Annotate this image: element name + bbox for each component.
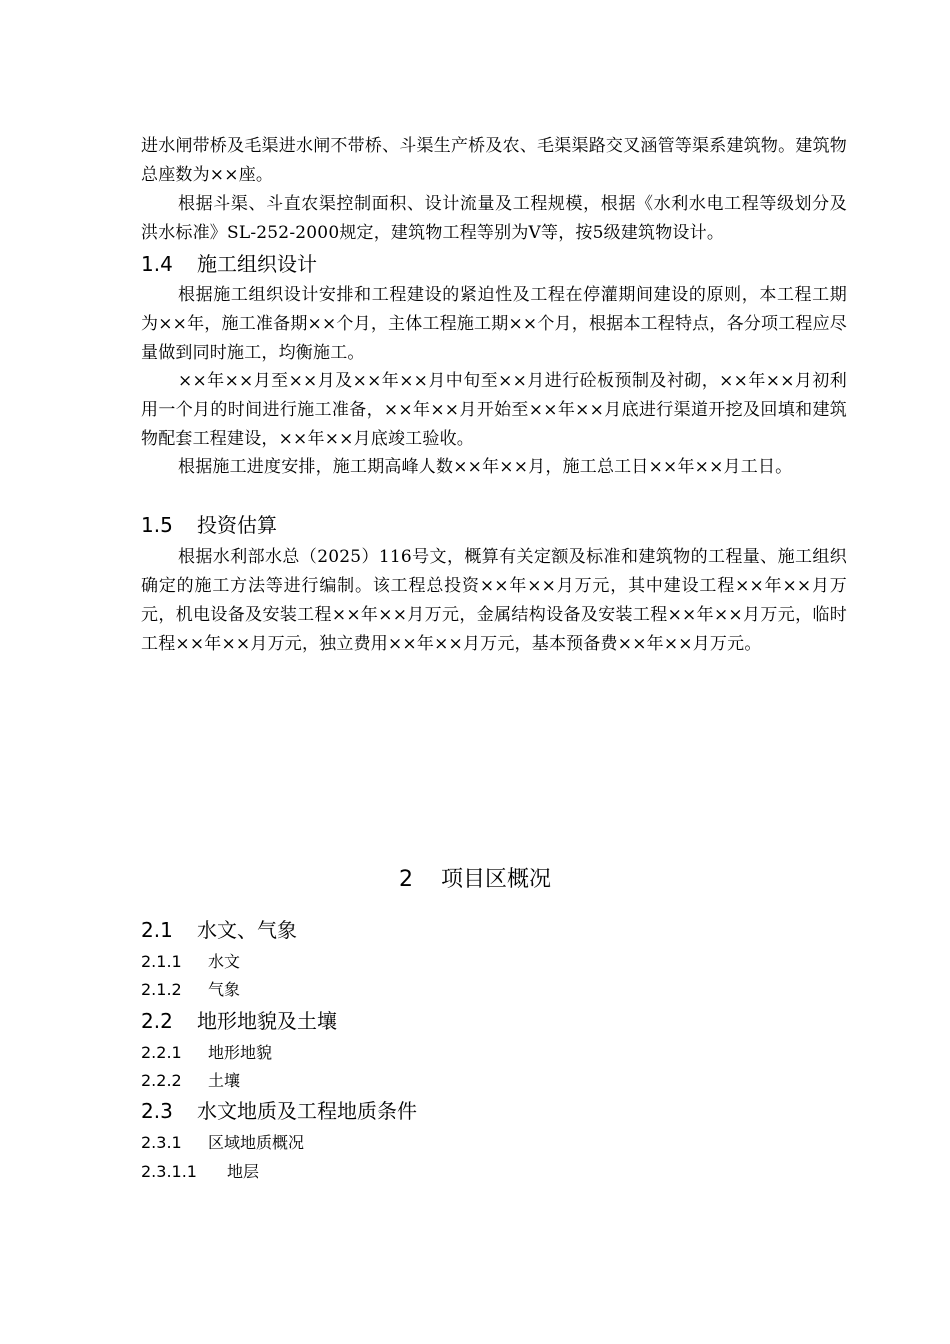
heading-text: 地形地貌 (208, 1043, 273, 1062)
heading-number: 2.3.1.1 (141, 1162, 197, 1181)
heading-number: 1.5 (141, 513, 173, 537)
paragraph-construction-timeline: ××年××月至××月及××年××月中旬至××月进行砼板预制及衬砌，××年××月初利用一个月的时间进行施工准备，××年××月开始至××年××月底进行渠道开挖及回填和建筑物配套工程建设，××年××月底竣工验收。 (141, 371, 847, 449)
heading-number: 2.3 (141, 1099, 173, 1123)
chapter-heading-2 (0, 865, 950, 895)
heading-text: 地层 (227, 1162, 260, 1181)
heading-number: 2.1.2 (141, 980, 182, 999)
heading-2-2-2 (141, 1069, 240, 1093)
heading-text: 区域地质概况 (208, 1133, 305, 1152)
heading-number: 2.2.2 (141, 1071, 182, 1090)
paragraph-labor: 根据施工进度安排，施工期高峰人数××年××月，施工总工日××年××月工日。 (178, 457, 793, 477)
heading-2-3 (141, 1097, 417, 1125)
heading-text: 土壤 (208, 1071, 241, 1090)
heading-number: 2.1 (141, 918, 173, 942)
paragraph-structure-grade: 根据斗渠、斗直农渠控制面积、设计流量及工程规模，根据《水利水电工程等级划分及洪水标准》SL-252-2000规定，建筑物工程等别为Ⅴ等，按5级建筑物设计。 (141, 194, 847, 243)
heading-2-1-1 (141, 950, 240, 974)
heading-text: 气象 (208, 980, 241, 999)
paragraph-investment: 根据水利部水总（2025）116号文，概算有关定额及标准和建筑物的工程量、施工组织确定的施工方法等进行编制。该工程总投资××年××月万元，其中建设工程××年××月万元，机电设备及安装工程××年××月万元，金属结构设备及安装工程××年××月万元，临时工程××年××月万元，独立费用××年××月万元，基本预备费××年××月万元。 (141, 547, 847, 654)
heading-text: 水文地质及工程地质条件 (197, 1099, 417, 1123)
heading-number: 2.3.1 (141, 1133, 182, 1152)
heading-2-3-1 (141, 1131, 304, 1155)
paragraph-construction-schedule: 根据施工组织设计安排和工程建设的紧迫性及工程在停灌期间建设的原则，本工程工期为××年，施工准备期××个月，主体工程施工期××个月，根据本工程特点，各分项工程应尽量做到同时施工，均衡施工。 (141, 285, 847, 363)
heading-text: 地形地貌及土壤 (197, 1009, 337, 1033)
heading-2-2-1 (141, 1041, 272, 1065)
heading-1-5 (141, 511, 277, 539)
heading-number: 2.1.1 (141, 952, 182, 971)
heading-1-4 (141, 250, 317, 278)
heading-text: 水文 (208, 952, 241, 971)
heading-2-1 (141, 916, 297, 944)
paragraph-canal-structures: 进水闸带桥及毛渠进水闸不带桥、斗渠生产桥及农、毛渠渠路交叉涵管等渠系建筑物。建筑物总座数为××座。 (141, 136, 847, 185)
heading-number: 1.4 (141, 252, 173, 276)
heading-number: 2.2.1 (141, 1043, 182, 1062)
heading-2-2 (141, 1007, 337, 1035)
heading-2-3-1-1 (141, 1160, 259, 1184)
heading-2-1-2 (141, 978, 240, 1002)
heading-text: 投资估算 (197, 513, 277, 537)
heading-text: 水文、气象 (197, 918, 297, 942)
heading-text: 施工组织设计 (197, 252, 317, 276)
heading-text: 项目区概况 (440, 867, 551, 892)
heading-number: 2 (398, 867, 413, 892)
heading-number: 2.2 (141, 1009, 173, 1033)
